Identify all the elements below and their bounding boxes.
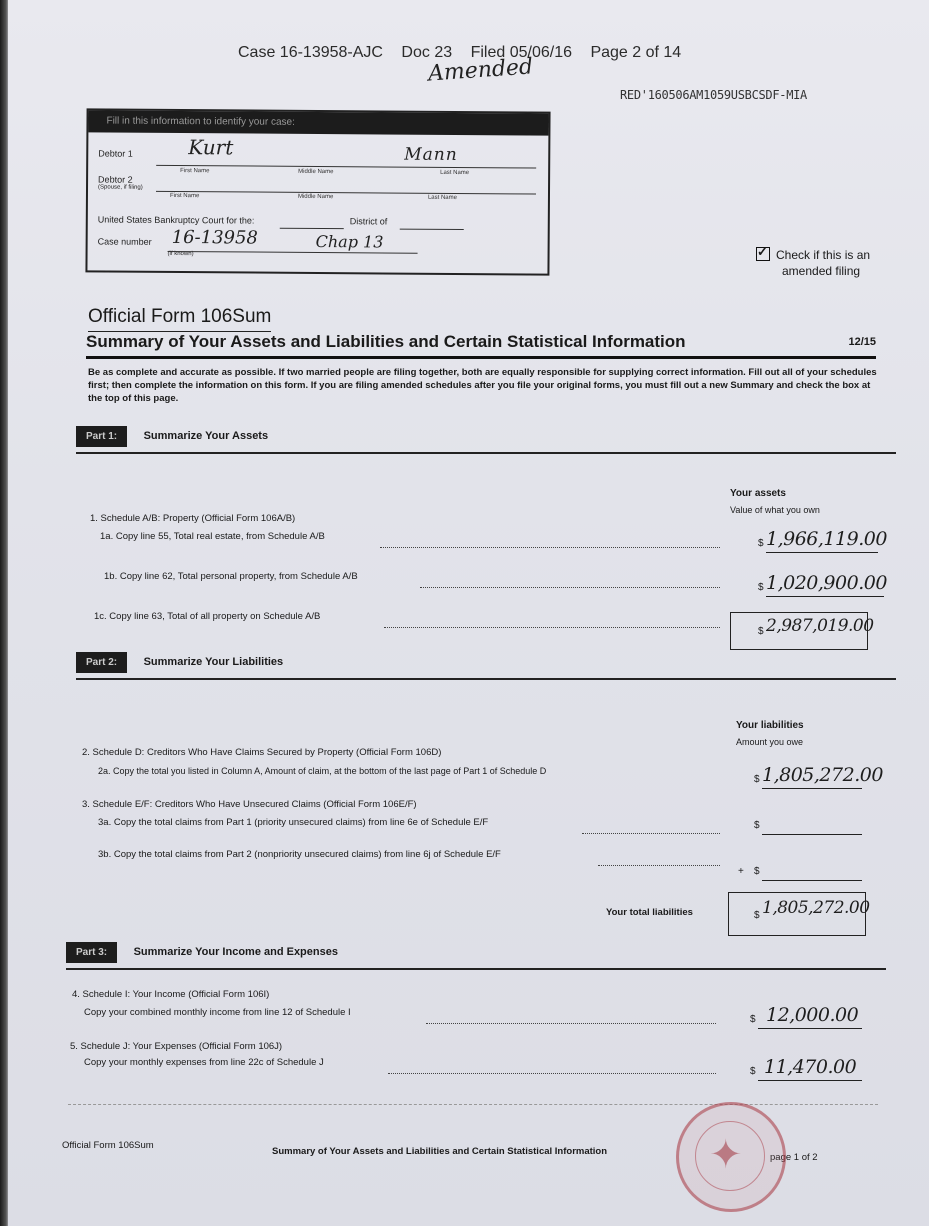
value-1b-personal-property[interactable]: 1,020,900.00 [766,572,887,594]
line4-field [758,1028,862,1029]
document-page [8,0,929,1226]
line1b-label: 1b. Copy line 62, Total personal property, from Schedule A/B [104,571,358,582]
line3a-label: 3a. Copy the total claims from Part 1 (priority unsecured claims) from line 6e of Schedule E/F [98,817,489,828]
amended-check-line1: Check if this is an [776,248,871,262]
value-total-liabilities[interactable]: 1,805,272.00 [762,898,870,918]
line3a-leader [582,833,720,834]
part3-tag: Part 3: [66,942,117,963]
line5-leader [388,1073,716,1074]
line5-label: Copy your monthly expenses from line 22c of Schedule J [84,1057,324,1068]
line3b-label: 3b. Copy the total claims from Part 2 (nonpriority unsecured claims) from line 6j of Schedule E/F [98,849,501,860]
line1b-leader [420,587,720,588]
value-4-monthly-income[interactable]: 12,000.00 [766,1004,859,1026]
middle-name-caption: Middle Name [298,168,334,176]
liabilities-column-head [736,718,804,750]
dollar-1c: $ [758,626,764,637]
line3b-leader [598,865,720,866]
item3-schedule-ef: 3. Schedule E/F: Creditors Who Have Unsecured Claims (Official Form 106E/F) [82,799,417,810]
assets-col-title: Your assets [730,488,786,499]
item4-schedule-i: 4. Schedule I: Your Income (Official Form 106I) [72,989,270,1000]
liabilities-col-sub: Amount you owe [736,737,804,747]
value-1a-real-estate[interactable]: 1,966,119.00 [766,528,887,550]
assets-col-sub: Value of what you own [730,505,820,515]
case-number-header: Case 16-13958-AJC [238,44,383,61]
form-instructions: Be as complete and accurate as possible. If two married people are filing together, both are equally responsible for supplying correct information. Fill out all of your schedules first; then complete the information on this form. If you are filing amended schedules after you file your original forms, you must fill out a new Summary and check the box at the top of this page. [88,367,877,404]
chapter-value[interactable]: Chap 13 [315,231,384,252]
part3-header [66,942,886,970]
case-number-value[interactable]: 16-13958 [171,226,259,249]
debtor2-label: Debtor 2 [98,174,133,185]
form-date: 12/15 [848,336,876,348]
line2a-label: 2a. Copy the total you listed in Column A, Amount of claim, at the bottom of the last page of Part 1 of Schedule D [98,766,547,776]
dollar-1b: $ [758,582,764,593]
filed-date: Filed 05/06/16 [470,44,572,61]
plus-sign: + [738,866,744,877]
line1c-label: 1c. Copy line 63, Total of all property on Schedule A/B [94,611,321,622]
line4-leader [426,1023,716,1024]
case-number-sub: (if known) [167,250,194,258]
footer-title: Summary of Your Assets and Liabilities and Certain Statistical Information [272,1146,608,1157]
value-2a-secured-claims[interactable]: 1,805,272.00 [762,764,883,786]
assets-column-head [730,486,820,518]
page-of-header: Page 2 of 14 [590,44,682,61]
liabilities-col-title: Your liabilities [736,720,804,731]
value-5-monthly-expenses[interactable]: 11,470.00 [764,1056,857,1078]
footer-form-id: Official Form 106Sum [62,1140,154,1151]
line1a-leader [380,547,720,548]
line1c-leader [384,627,720,628]
dollar-total-liab: $ [754,910,760,921]
dollar-4: $ [750,1014,756,1025]
line5-field [758,1080,862,1081]
footer-page: page 1 of 2 [770,1152,818,1163]
amended-filing-check[interactable] [756,247,870,279]
form-title-text: Summary of Your Assets and Liabilities and Certain Statistical Information [86,332,686,351]
middle-name-caption-2: Middle Name [297,193,334,201]
bankruptcy-court-seal-icon [676,1102,786,1212]
debtor1-last-name[interactable]: Mann [404,144,458,165]
part2-tag: Part 2: [76,652,127,673]
eagle-emblem-icon: ✦ [709,1133,743,1177]
item2-schedule-d: 2. Schedule D: Creditors Who Have Claims Secured by Property (Official Form 106D) [82,747,442,758]
part2-title: Summarize Your Liabilities [143,656,284,668]
form-id: Official Form 106Sum [88,306,271,332]
form-title [86,332,876,359]
part1-title: Summarize Your Assets [143,430,269,442]
line4-label: Copy your combined monthly income from line 12 of Schedule I [84,1007,351,1018]
dollar-2a: $ [754,774,760,785]
line1a-field [766,552,878,553]
part1-header [76,426,896,454]
debtor1-label: Debtor 1 [98,148,133,159]
part3-title: Summarize Your Income and Expenses [133,946,338,958]
item5-schedule-j: 5. Schedule J: Your Expenses (Official Form 106J) [70,1041,283,1052]
line1b-field [766,596,884,597]
doc-number: Doc 23 [401,44,453,61]
part2-header [76,652,896,680]
amended-handwritten-note: Amended [427,54,534,87]
dollar-3a: $ [754,820,760,831]
debtor1-line [156,165,536,169]
bottom-divider [68,1104,878,1105]
amended-check-line2: amended filing [782,264,861,278]
dollar-1a: $ [758,538,764,549]
dollar-5: $ [750,1066,756,1077]
debtor2-sub: (Spouse, if filing) [98,184,143,191]
receipt-stamp: RED'160506AM1059USBCSDF-MIA [620,88,807,102]
district-line [400,229,464,230]
debtor2-line [156,191,536,195]
court-line [280,228,344,229]
part1-tag: Part 1: [76,426,127,447]
line2a-field [762,788,862,789]
case-identification-box [85,108,550,275]
first-name-caption: First Name [180,168,210,175]
district-label: District of [349,216,388,227]
debtor1-first-name[interactable]: Kurt [188,135,234,160]
last-name-caption-2: Last Name [427,194,457,201]
id-box-heading: Fill in this information to identify your case: [88,110,548,135]
line1a-label: 1a. Copy line 55, Total real estate, from Schedule A/B [100,531,325,542]
value-1c-total-property[interactable]: 2,987,019.00 [766,616,874,636]
dollar-3b: $ [754,866,760,877]
first-name-caption-2: First Name [169,192,200,200]
item1-schedule-ab: 1. Schedule A/B: Property (Official Form 106A/B) [90,513,296,524]
last-name-caption: Last Name [440,169,470,177]
line3a-field [762,834,862,835]
court-label: United States Bankruptcy Court for the: [97,214,255,226]
amended-checkbox[interactable] [756,247,770,261]
line3b-field [762,880,862,881]
case-number-label: Case number [97,236,152,247]
total-liabilities-label: Your total liabilities [606,907,693,918]
